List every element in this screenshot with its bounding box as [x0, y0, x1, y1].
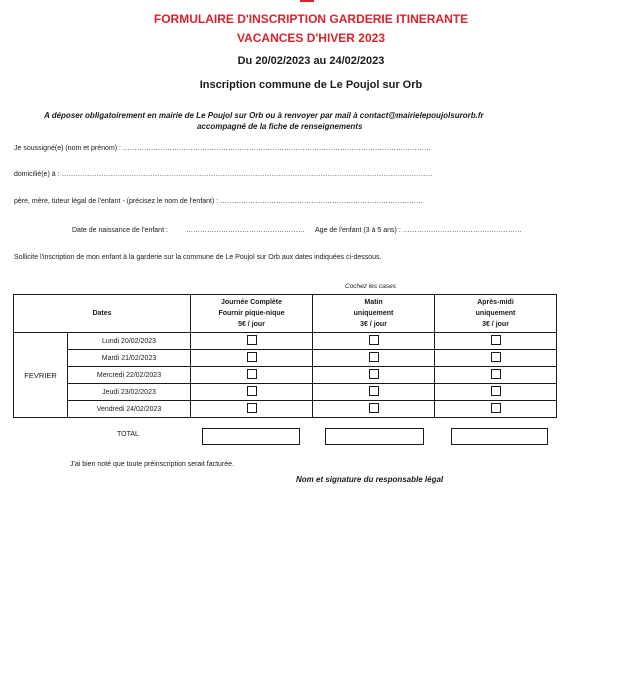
col-morning-header	[313, 295, 435, 333]
invoice-notice: J'ai bien noté que toute préinscription serait facturée.	[70, 461, 234, 468]
col-full-day-line-1: Journée Complète	[220, 299, 283, 306]
table-row	[14, 384, 557, 401]
checkbox-full-day-mon[interactable]	[247, 335, 257, 345]
total-label: TOTAL	[117, 431, 139, 438]
checkbox-afternoon-mon[interactable]	[491, 335, 501, 345]
col-afternoon-price: 3€ / jour	[482, 321, 509, 328]
col-full-day-header	[191, 295, 313, 333]
date-cell: Mercredi 22/02/2023	[68, 367, 191, 384]
checkbox-afternoon-wed[interactable]	[491, 369, 501, 379]
table-row	[14, 333, 557, 350]
col-morning-line-1: Matin	[364, 299, 383, 306]
checkbox-afternoon-thu[interactable]	[491, 386, 501, 396]
commune-heading: Inscription commune de Le Poujol sur Orb	[199, 79, 423, 91]
col-afternoon-line-1: Après-midi	[477, 299, 514, 306]
col-dates-header: Dates	[14, 295, 191, 333]
checkbox-full-day-thu[interactable]	[247, 386, 257, 396]
col-full-day-line-2: Fournir pique-nique	[218, 310, 285, 317]
date-cell: Lundi 20/02/2023	[68, 333, 191, 350]
checkbox-full-day-wed[interactable]	[247, 369, 257, 379]
header-mark	[300, 0, 314, 2]
col-afternoon-line-2: uniquement	[475, 310, 516, 317]
registration-table	[13, 294, 557, 418]
field-naissance-label: Date de naissance de l'enfant :	[72, 227, 168, 234]
col-morning-line-2: uniquement	[353, 310, 394, 317]
field-soussigne[interactable]: Je soussigné(e) (nom et prénom) : ……………………………………………………………………………………………………………………	[14, 145, 431, 152]
table-row	[14, 401, 557, 418]
total-morning-field[interactable]	[325, 428, 424, 445]
table-caption: Cochez les cases	[345, 283, 396, 290]
table-row	[14, 367, 557, 384]
checkbox-morning-mon[interactable]	[369, 335, 379, 345]
date-cell: Mardi 21/02/2023	[68, 350, 191, 367]
checkbox-morning-tue[interactable]	[369, 352, 379, 362]
form-title: FORMULAIRE D'INSCRIPTION GARDERIE ITINERANTE	[153, 12, 469, 26]
field-age[interactable]: Age de l'enfant (3 à 5 ans) : ……………………………………………	[315, 227, 522, 234]
signature-label: Nom et signature du responsable légal	[296, 475, 444, 484]
instructions-line-2: accompagné de la fiche de renseignements	[197, 122, 363, 131]
checkbox-full-day-tue[interactable]	[247, 352, 257, 362]
field-domicile[interactable]: domicilié(e) à : ……………………………………………………………………………………………………………………………………………	[14, 171, 433, 178]
col-full-day-price: 5€ / jour	[238, 321, 265, 328]
checkbox-morning-wed[interactable]	[369, 369, 379, 379]
total-afternoon-field[interactable]	[451, 428, 548, 445]
checkbox-afternoon-fri[interactable]	[491, 403, 501, 413]
checkbox-afternoon-tue[interactable]	[491, 352, 501, 362]
col-afternoon-header	[435, 295, 557, 333]
col-morning-price: 3€ / jour	[360, 321, 387, 328]
field-parent[interactable]: père, mère, tuteur légal de l'enfant - (précisez le nom de l'enfant) : ……………………………………………………………………………	[14, 198, 424, 205]
date-cell: Jeudi 23/02/2023	[68, 384, 191, 401]
form-subtitle: VACANCES D'HIVER 2023	[236, 31, 385, 45]
period-heading: Du 20/02/2023 au 24/02/2023	[237, 55, 385, 67]
checkbox-full-day-fri[interactable]	[247, 403, 257, 413]
table-row	[14, 350, 557, 367]
checkbox-morning-fri[interactable]	[369, 403, 379, 413]
instructions-line-1: A déposer obligatoirement en mairie de Le Poujol sur Orb ou à renvoyer par mail à contact@mairielepoujolsurorb.fr	[44, 111, 484, 120]
month-cell: FEVRIER	[14, 333, 68, 418]
field-naissance-dots[interactable]: ……………………………………………	[186, 227, 305, 234]
checkbox-morning-thu[interactable]	[369, 386, 379, 396]
request-text: Sollicite l'inscription de mon enfant à la garderie sur la commune de Le Poujol sur Orb aux dates indiquées ci-dessous.	[14, 254, 382, 261]
total-full-day-field[interactable]	[202, 428, 300, 445]
date-cell: Vendredi 24/02/2023	[68, 401, 191, 418]
